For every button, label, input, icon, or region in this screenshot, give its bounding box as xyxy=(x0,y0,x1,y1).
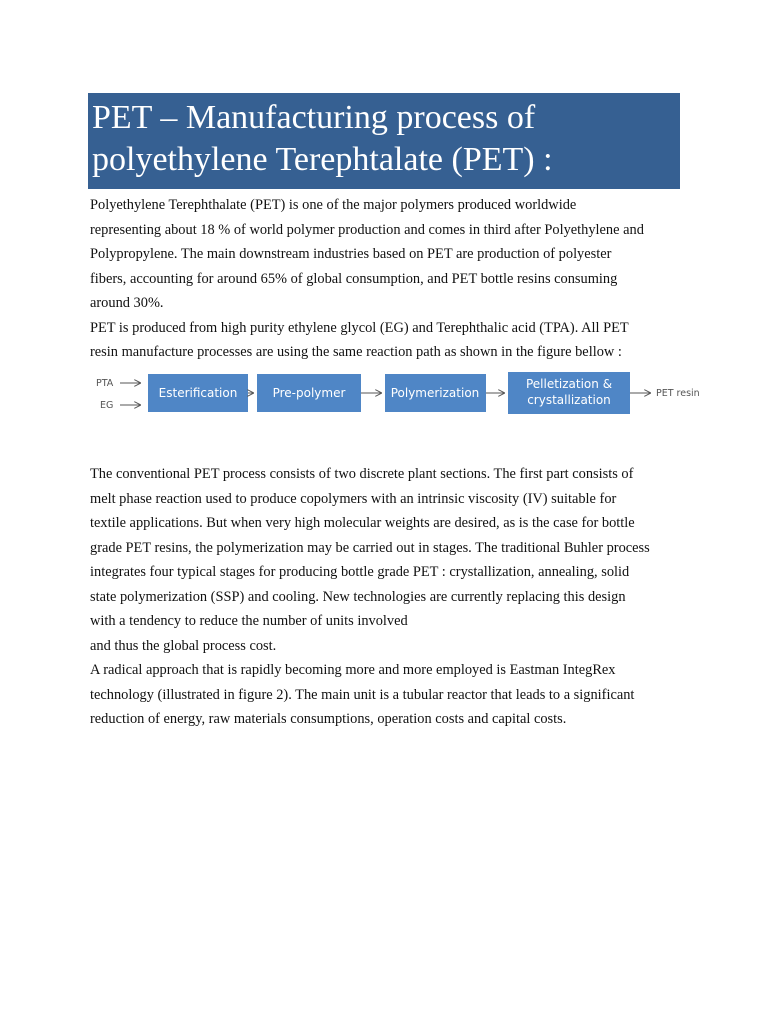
paragraph-process xyxy=(90,462,690,732)
paragraph-line: reduction of energy, raw materials consumptions, operation costs and capital costs. xyxy=(90,711,567,727)
paragraph-line: around 30%. xyxy=(90,295,164,311)
step-label-pelletization-line-1: Pelletization & xyxy=(525,377,613,391)
paragraph-line: state polymerization (SSP) and cooling. New technologies are currently replacing this design xyxy=(90,588,626,605)
step-label-esterification: Esterification xyxy=(158,386,238,400)
input-label-eg: EG xyxy=(100,400,114,411)
output-label: PET resin xyxy=(656,388,700,399)
paragraph-line: with a tendency to reduce the number of units involved xyxy=(90,613,408,629)
paragraph-line: resin manufacture processes are using the same reaction path as shown in the figure bellow : xyxy=(90,344,622,360)
paragraph-line: Polyethylene Terephthalate (PET) is one of the major polymers produced worldwide xyxy=(90,197,577,213)
paragraph-line: textile applications. But when very high molecular weights are desired, as is the case for bottle xyxy=(90,515,635,531)
process-flow-diagram xyxy=(90,368,700,418)
process-flow-svg xyxy=(90,368,700,418)
input-label-pta: PTA xyxy=(96,378,114,389)
paragraph-line: A radical approach that is rapidly becoming more and more employed is Eastman IntegRex xyxy=(90,662,616,678)
paragraph-line: PET is produced from high purity ethylene glycol (EG) and Terephthalic acid (TPA). All PET xyxy=(90,319,629,336)
paragraph-line: Polypropylene. The main downstream industries based on PET are production of polyester xyxy=(90,246,612,262)
step-label-pelletization-line-2: crystallization xyxy=(527,393,611,407)
paragraph-line: and thus the global process cost. xyxy=(90,637,277,654)
paragraph-line: technology (illustrated in figure 2). The main unit is a tubular reactor that leads to a significant xyxy=(90,686,635,703)
step-label-polymerization: Polymerization xyxy=(390,386,480,400)
paragraph-intro xyxy=(90,193,690,365)
paragraph-line: integrates four typical stages for producing bottle grade PET : crystallization, annealing, solid xyxy=(90,564,630,580)
paragraph-line: fibers, accounting for around 65% of global consumption, and PET bottle resins consuming xyxy=(90,270,618,287)
paragraph-line: grade PET resins, the polymerization may be carried out in stages. The traditional Buhler process xyxy=(90,539,650,556)
page-title-line-2: polyethylene Terephtalate (PET) : xyxy=(92,141,553,178)
paragraph-line: The conventional PET process consists of two discrete plant sections. The first part consists of xyxy=(90,466,634,482)
title-banner xyxy=(88,93,680,189)
paragraph-line: representing about 18 % of world polymer production and comes in third after Polyethylene and xyxy=(90,221,644,238)
step-label-pre-polymer: Pre-polymer xyxy=(272,386,346,400)
page-title-line-1: PET – Manufacturing process of xyxy=(92,99,536,136)
paragraph-line: melt phase reaction used to produce copolymers with an intrinsic viscosity (IV) suitable for xyxy=(90,490,617,507)
